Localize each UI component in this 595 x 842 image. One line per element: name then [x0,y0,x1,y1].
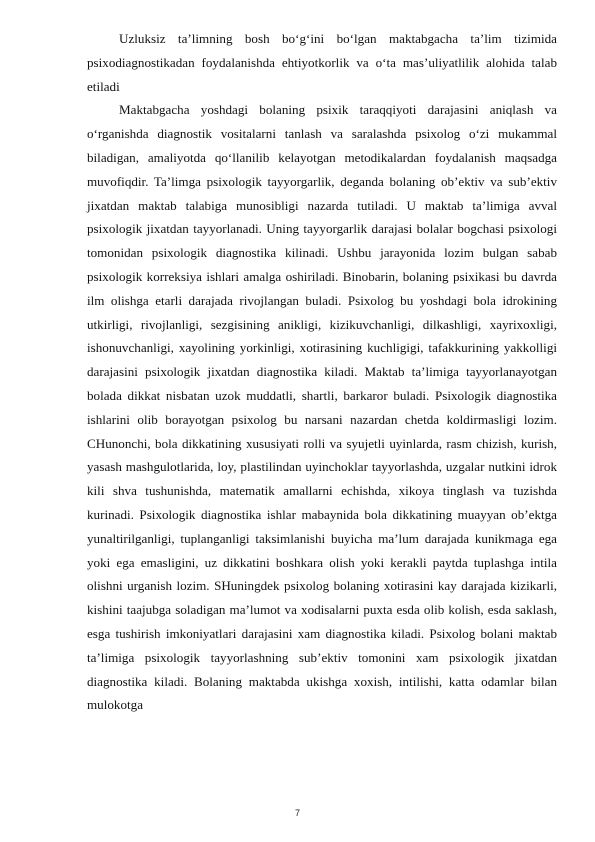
paragraph: Uzluksiz ta’limning bosh bo‘g‘ini bo‘lgan maktabgacha ta’lim tizimida psixodiagnostikadan foydalanishda ehtiyotkorlik va o‘ta mas’uliyatlilik alohida talab etiladi [87,31,557,94]
document-page [87,27,557,717]
paragraph: Maktabgacha yoshdagi bolaning psixik taraqqiyoti darajasini aniqlash va o‘rganishda diagnostik vositalarni tanlash va saralashda psixolog o‘zi mukammal biladigan, amaliyotda qo‘llanilib kelayotgan metodikalardan foydalanish maqsadga muvofiqdir. Ta’limga psixologik tayyorgarlik, deganda bolaning ob’ektiv va sub’ektiv jixatdan maktab talabiga munosibligi nazarda tutiladi. U maktab ta’limiga avval psixologik jixatdan tayyorlanadi. Uning tayyorgarlik darajasi bolalar bogchasi psixologi tomonidan psixologik diagnostika kilinadi. Ushbu jarayonida lozim bulgan sabab psixologik korreksiya ishlari amalga oshiriladi. Binobarin, bolaning psixikasi bu davrda ilm olishga etarli darajada rivojlangan buladi. Psixolog bu yoshdagi bola idrokining utkirligi, rivojlanligi, sezgisining anikligi, kizikuvchanligi, dilkashligi, xayrixoxligi, ishonuvchanligi, xayolining yorkinligi, xotirasining kuchligigi, tafakkurining yakkolligi darajasini psixologik jixatdan diagnostika kiladi. Maktab ta’limiga tayyorlanayotgan bolada dikkat nisbatan uzok muddatli, shartli, barkaror buladi. Psixologik diagnostika ishlarini olib borayotgan psixolog bu narsani nazardan chetda koldirmasligi lozim. CHunonchi, bola dikkatining xususiyati rolli va syujetli uyinlarda, rasm chizish, kurish, yasash mashgulotlarida, loy, plastilindan uyinchoklar tayyorlashda, uzgalar nutkini idrok kili shva tushunishda, matematik amallarni echishda, xikoya tinglash va tuzishda kurinadi. Psixologik diagnostika ishlar mabaynida bola dikkatining muayyan ob’ektga yunaltirilganligi, tuplanganligi taksimlanishi buyicha ma’lum darajada kunikmaga ega yoki ega emasligini, uz dikkatini boshkara olish yoki kerakli paytda tuplashga intila olishni urganish lozim. SHuningdek psixolog bolaning xotirasini kay darajada kizikarli, kishini taajubga soladigan ma’lumot va xodisalarni puxta esda olib kolish, esda saklash, esga tushirish imkoniyatlari darajasini xam diagnostika kiladi. Psixolog bolani maktab ta’limiga psixologik tayyorlashning sub’ektiv tomonini xam psixologik jixatdan diagnostika kiladi. Bolaning maktabda ukishga xoxish, intilishi, katta odamlar bilan mulokotga [87,102,557,713]
page-number: 7 [294,808,300,818]
